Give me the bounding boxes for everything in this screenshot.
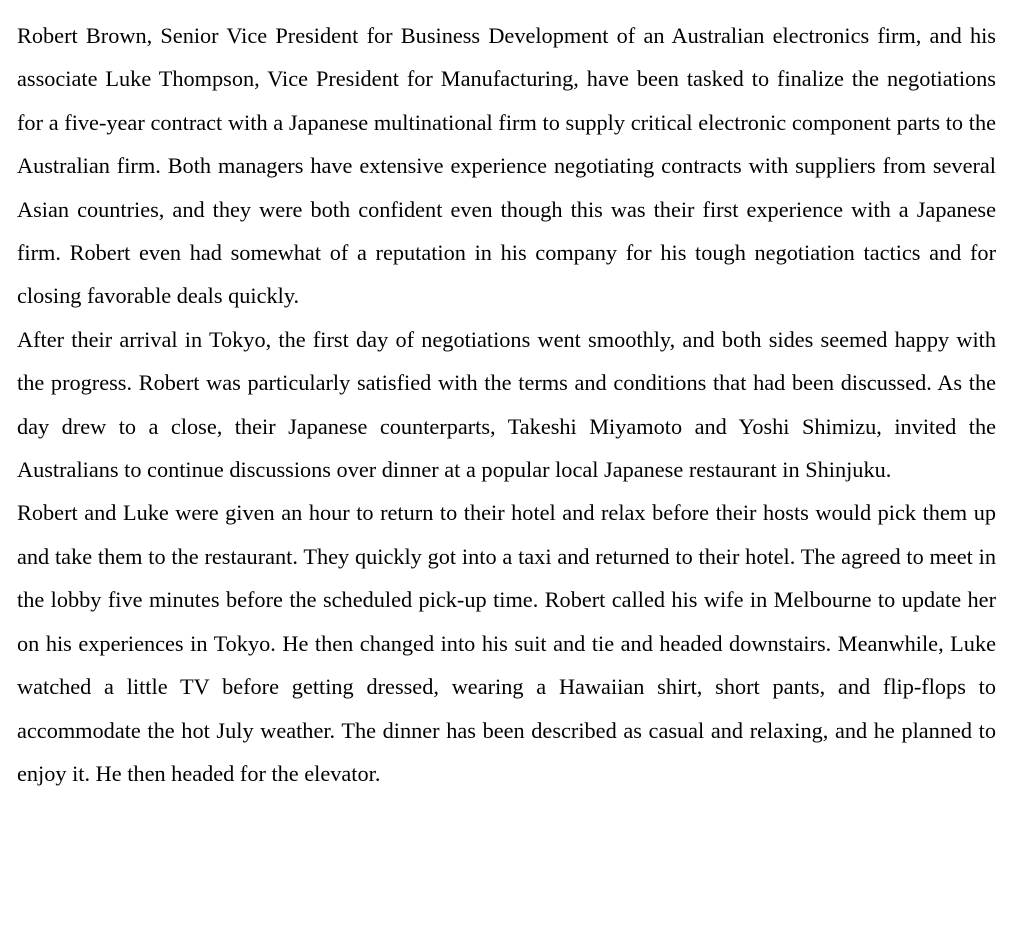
paragraph-1: Robert Brown, Senior Vice President for Business Development of an Australian electronics firm, and his associate Luke Thompson, Vice President for Manufacturing, have been tasked to finalize the negotiations for a five-year contract with a Japanese multinational firm to supply critical electronic component parts to the Australian firm. Both managers have extensive experience negotiating contracts with suppliers from several Asian countries, and they were both confident even though this was their first experience with a Japanese firm. Robert even had somewhat of a reputation in his company for his tough negotiation tactics and for closing favorable deals quickly.: [17, 23, 996, 309]
paragraph-2: After their arrival in Tokyo, the first day of negotiations went smoothly, and both sides seemed happy with the progress. Robert was particularly satisfied with the terms and conditions that had been discussed. As the day drew to a close, their Japanese counterparts, Takeshi Miyamoto and Yoshi Shimizu, invited the Australians to continue discussions over dinner at a popular local Japanese restaurant in Shinjuku.: [17, 326, 996, 483]
paragraph-3: Robert and Luke were given an hour to return to their hotel and relax before their hosts would pick them up and take them to the restaurant. They quickly got into a taxi and returned to their hotel. The agreed to meet in the lobby five minutes before the scheduled pick-up time. Robert called his wife in Melbourne to update her on his experiences in Tokyo. He then changed into his suit and tie and headed downstairs. Meanwhile, Luke watched a little TV before getting dressed, wearing a Hawaiian shirt, short pants, and flip-flops to accommodate the hot July weather. The dinner has been described as casual and relaxing, and he planned to enjoy it. He then headed for the elevator.: [17, 500, 996, 786]
